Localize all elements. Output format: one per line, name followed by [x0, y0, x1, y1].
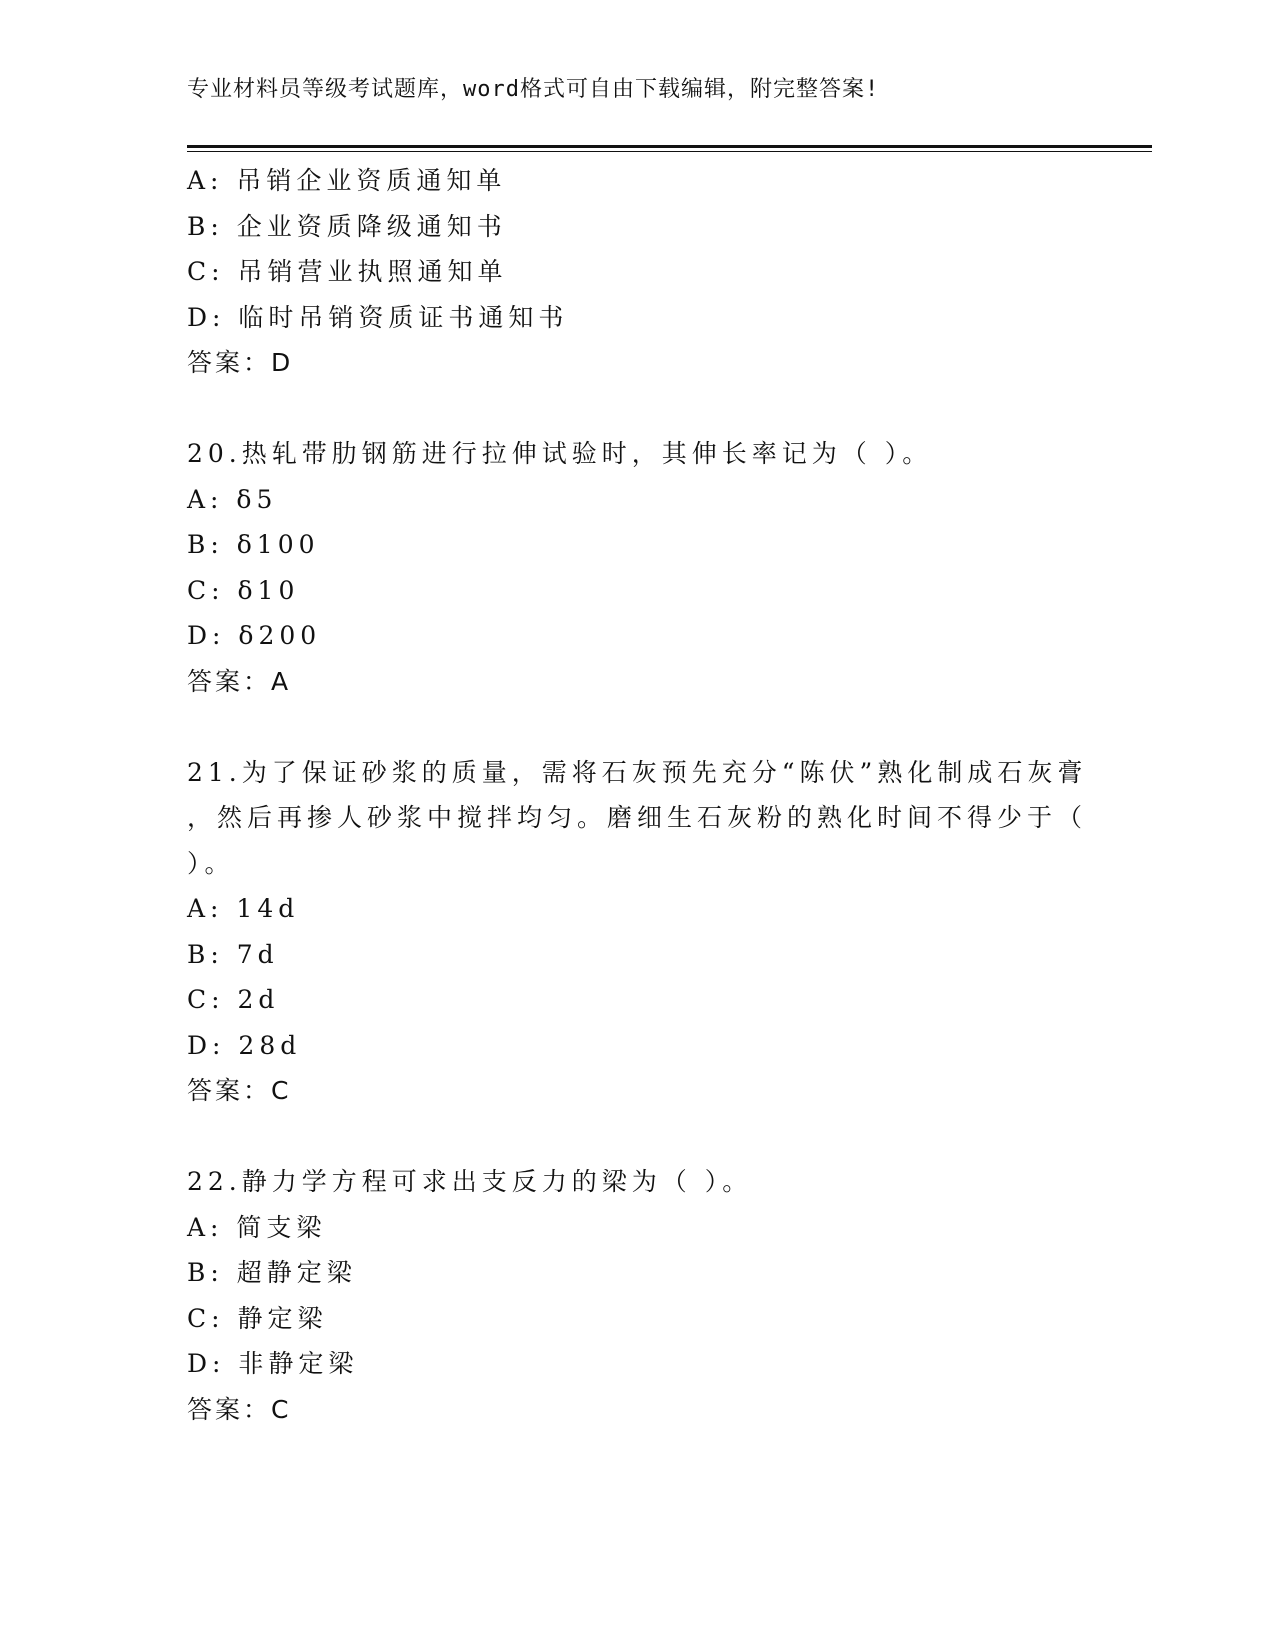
answer-line: 答案：D — [187, 348, 294, 377]
page-header: 专业材料员等级考试题库，word格式可自由下载编辑，附完整答案! — [187, 77, 880, 102]
option-d: D: 非静定梁 — [187, 1349, 359, 1378]
question-text: 20.热轧带肋钢筋进行拉伸试验时，其伸长率记为（ ）。 — [187, 439, 933, 468]
option-b: B: 企业资质降级通知书 — [187, 211, 507, 241]
option-a: A: 简支梁 — [187, 1212, 327, 1242]
question-content — [187, 158, 1087, 1432]
option-c: C: 静定梁 — [187, 1303, 328, 1333]
question-text-line-1: 21.为了保证砂浆的质量，需将石灰预先充分“陈伏”熟化制成石灰膏 — [187, 757, 1088, 787]
question-block-22 — [187, 1159, 1087, 1432]
option-a: A: 吊销企业资质通知单 — [187, 166, 507, 195]
continued-question-block — [187, 158, 1087, 386]
answer-line: 答案：C — [187, 1394, 292, 1424]
question-block-21 — [187, 750, 1087, 1114]
spacer — [187, 704, 1087, 750]
header-rule-thin — [187, 151, 1152, 152]
question-text-line-2: ，然后再掺人砂浆中搅拌均匀。磨细生石灰粉的熟化时间不得少于（ — [187, 803, 1088, 832]
option-a: A: 14d — [187, 894, 300, 923]
option-d: D: 28d — [187, 1030, 302, 1060]
answer-line: 答案：A — [187, 666, 292, 696]
question-text-line-3: ）。 — [187, 848, 235, 878]
option-d: D: 临时吊销资质证书通知书 — [187, 302, 569, 332]
option-c: C: 2d — [187, 985, 280, 1014]
option-b: B: 超静定梁 — [187, 1258, 357, 1287]
option-c: C: 吊销营业执照通知单 — [187, 257, 508, 286]
spacer — [187, 1114, 1087, 1160]
question-block-20 — [187, 431, 1087, 704]
option-b: B: 7d — [187, 939, 279, 969]
spacer — [187, 386, 1087, 432]
option-a: A: δ5 — [187, 484, 278, 514]
header-rule-thick — [187, 145, 1152, 148]
option-b: B: δ100 — [187, 530, 320, 559]
option-c: C: δ10 — [187, 575, 300, 605]
option-d: D: δ200 — [187, 621, 322, 650]
answer-line: 答案：C — [187, 1076, 292, 1105]
question-text: 22.静力学方程可求出支反力的梁为（ ）。 — [187, 1167, 753, 1196]
